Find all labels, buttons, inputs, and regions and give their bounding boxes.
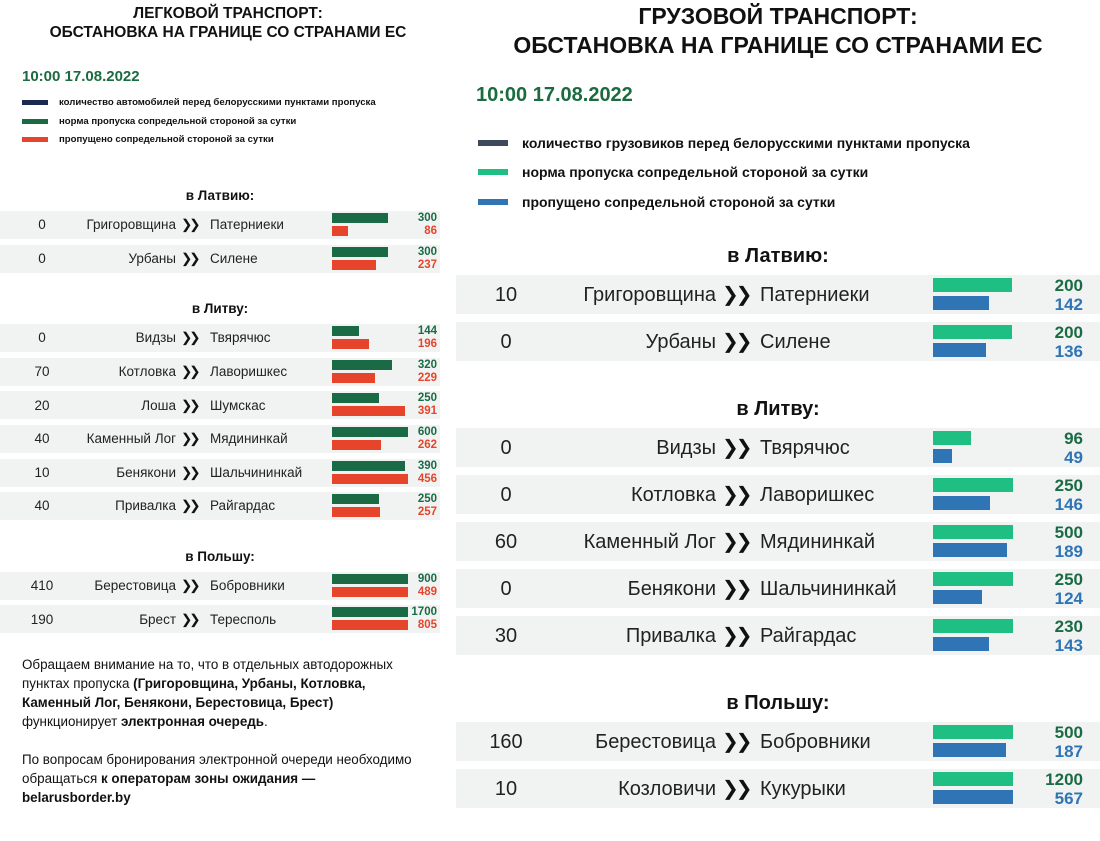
passed-value: 229: [417, 371, 437, 384]
passed-value: 136: [1054, 342, 1083, 361]
norm-value: 600: [417, 426, 437, 438]
legend-passed-label: пропущено сопредельной стороной за сутки: [59, 134, 274, 145]
row-arrow-icon: ❯❯: [181, 611, 198, 627]
row-to-point: Лаворишкес: [760, 483, 875, 506]
legend-norm-label: норма пропуска сопредельной стороной за сутки: [522, 164, 869, 180]
passed-value: 805: [417, 619, 437, 632]
row-from-point: Лоша: [141, 397, 176, 413]
row-count: 410: [30, 578, 54, 594]
passed-value: 456: [417, 472, 437, 485]
row-arrow-icon: ❯❯: [181, 250, 198, 266]
row-from-point: Бенякони: [116, 464, 176, 480]
electronic-queue-note: [22, 655, 422, 826]
norm-bar: [332, 393, 379, 403]
row-arrow-icon: ❯❯: [181, 464, 198, 480]
row-count: 190: [30, 611, 54, 627]
passed-bar: [332, 339, 369, 349]
row-arrow-icon: ❯❯: [722, 777, 750, 800]
row-to-point: Райгардас: [760, 624, 857, 647]
freight-row: [456, 769, 1100, 816]
row-to-point: Твярячюс: [760, 436, 850, 459]
legend-queue-label: количество грузовиков перед белорусскими пунктами пропуска: [522, 135, 970, 151]
norm-value: 250: [1054, 570, 1083, 589]
norm-bar: [933, 619, 1013, 633]
norm-value: 320: [417, 358, 437, 371]
note-paragraph-2: [22, 750, 422, 807]
freight-date: 10:00 17.08.2022: [476, 84, 633, 106]
passed-bar: [332, 440, 381, 450]
note-p1-tail: функционирует: [22, 714, 118, 729]
passenger-row: [0, 459, 440, 493]
note-p1-tail-bold: электронная очередь: [121, 714, 265, 729]
passed-value: 143: [1054, 636, 1083, 655]
note-p1-text: Обращаем внимание на то, что в отдельных автодорожных пунктах пропуска: [22, 657, 393, 691]
norm-bar: [933, 525, 1013, 539]
passed-value: 196: [417, 338, 437, 351]
row-from-point: Каменный Лог: [583, 530, 716, 553]
passed-bar: [933, 543, 1007, 557]
freight-legend-norm: [478, 164, 868, 180]
freight-title: [456, 2, 1100, 60]
norm-value: 250: [417, 493, 437, 506]
row-arrow-icon: ❯❯: [181, 364, 198, 380]
note-p2-bold: к операторам зоны ожидания — belarusborder.by: [22, 771, 316, 805]
legend-passed-swatch: [478, 199, 508, 205]
row-arrow-icon: ❯❯: [181, 217, 198, 233]
norm-value: 390: [417, 459, 437, 472]
norm-value: 144: [417, 325, 437, 338]
norm-bar: [933, 772, 1013, 786]
passed-value: 142: [1054, 295, 1083, 314]
row-from-point: Котловка: [630, 483, 716, 506]
row-count: 10: [494, 283, 518, 306]
row-arrow-icon: ❯❯: [181, 431, 198, 447]
passed-bar: [933, 296, 989, 310]
row-to-point: Тересполь: [210, 611, 277, 627]
row-to-point: Мядининкай: [760, 530, 876, 553]
passenger-date: 10:00 17.08.2022: [22, 68, 140, 85]
passenger-row: [0, 492, 440, 526]
passed-value: 489: [417, 585, 437, 598]
row-from-point: Берестовица: [94, 578, 176, 594]
row-arrow-icon: ❯❯: [181, 578, 198, 594]
passenger-legend-queue: [22, 97, 376, 108]
row-from-point: Урбаны: [128, 250, 176, 266]
norm-value: 1200: [1045, 770, 1083, 789]
row-count: 40: [34, 431, 50, 447]
row-count: 40: [34, 498, 50, 514]
row-from-point: Урбаны: [645, 330, 716, 353]
norm-value: 500: [1054, 523, 1083, 542]
passenger-legend-norm: [22, 116, 296, 127]
passenger-row: [0, 358, 440, 392]
row-from-point: Григоровщина: [86, 217, 176, 233]
row-to-point: Бобровники: [760, 730, 871, 753]
norm-value: 500: [1054, 723, 1083, 742]
freight-row: [456, 275, 1100, 322]
legend-passed-label: пропущено сопредельной стороной за сутки: [522, 194, 836, 210]
row-from-point: Видзы: [135, 330, 176, 346]
passenger-transport-panel: [0, 0, 456, 841]
row-count: 20: [34, 397, 50, 413]
row-arrow-icon: ❯❯: [722, 624, 750, 647]
row-from-point: Каменный Лог: [86, 431, 176, 447]
freight-section-title: в Латвию:: [727, 245, 829, 267]
passed-value: 124: [1054, 589, 1083, 608]
passed-value: 237: [417, 258, 437, 271]
note-p1-bold: (Григоровщина, Урбаны, Котловка, Каменный Лог, Бенякони, Берестовица, Брест): [22, 676, 366, 710]
freight-legend-passed: [478, 194, 835, 210]
passenger-section-title: в Польшу:: [185, 548, 255, 564]
row-to-point: Шальчининкай: [760, 577, 897, 600]
freight-row: [456, 322, 1100, 369]
note-paragraph-1: Обращаем внимание на то, что в отдельных автодорожных пунктах пропуска (Григоровщина, Урбаны, Котловка, Каменный Лог, Бенякони, Берестовица, Брест) функционирует электронная очередь.: [22, 657, 393, 729]
legend-queue-swatch: [22, 100, 48, 105]
passed-value: 567: [1054, 789, 1083, 808]
row-arrow-icon: ❯❯: [181, 397, 198, 413]
row-arrow-icon: ❯❯: [722, 530, 750, 553]
passenger-title-line2: ОБСТАНОВКА НА ГРАНИЦЕ СО СТРАНАМИ ЕС: [49, 24, 407, 41]
row-arrow-icon: ❯❯: [722, 283, 750, 306]
passed-value: 187: [1054, 742, 1083, 761]
row-to-point: Шумскас: [210, 397, 266, 413]
passenger-section-title: в Литву:: [191, 301, 249, 317]
row-count: 0: [500, 436, 512, 459]
passenger-row: [0, 211, 440, 245]
row-count: 160: [489, 730, 523, 753]
freight-row: [456, 722, 1100, 769]
norm-bar: [332, 494, 379, 504]
freight-row: [456, 475, 1100, 522]
row-from-point: Видзы: [656, 436, 716, 459]
passed-bar: [933, 637, 989, 651]
passenger-row: [0, 605, 440, 639]
row-arrow-icon: ❯❯: [722, 483, 750, 506]
norm-value: 200: [1054, 276, 1083, 295]
row-to-point: Силене: [210, 250, 258, 266]
freight-title-line2: ОБСТАНОВКА НА ГРАНИЦЕ СО СТРАНАМИ ЕС: [513, 32, 1043, 58]
norm-bar: [933, 278, 1012, 292]
row-to-point: Силене: [760, 330, 831, 353]
norm-bar: [933, 325, 1012, 339]
passenger-title-line1: ЛЕГКОВОЙ ТРАНСПОРТ:: [133, 5, 323, 22]
passed-bar: [332, 260, 376, 270]
passed-value: 146: [1054, 495, 1083, 514]
norm-bar: [332, 326, 359, 336]
passed-value: 49: [1064, 448, 1083, 467]
row-from-point: Котловка: [118, 364, 176, 380]
freight-row: [456, 569, 1100, 616]
legend-queue-label: количество автомобилей перед белорусскими пунктами пропуска: [59, 97, 376, 108]
norm-value: 900: [417, 572, 437, 585]
row-to-point: Твярячюс: [210, 330, 271, 346]
row-count: 0: [38, 217, 46, 233]
row-count: 0: [38, 330, 46, 346]
row-to-point: Кукурыки: [760, 777, 846, 800]
norm-value: 250: [1054, 476, 1083, 495]
row-arrow-icon: ❯❯: [722, 730, 750, 753]
norm-bar: [933, 725, 1013, 739]
row-from-point: Козловичи: [618, 777, 716, 800]
row-count: 0: [500, 330, 512, 353]
freight-title-line1: ГРУЗОВОЙ ТРАНСПОРТ:: [638, 3, 918, 29]
passed-bar: [332, 373, 375, 383]
passenger-section-title: в Латвию:: [185, 188, 255, 203]
row-from-point: Привалка: [115, 498, 176, 514]
row-count: 60: [494, 530, 518, 553]
passenger-row: [0, 425, 440, 459]
row-from-point: Григоровщина: [583, 283, 716, 306]
passed-bar: [933, 496, 990, 510]
row-count: 10: [34, 464, 50, 480]
passenger-legend-passed: [22, 134, 274, 145]
passenger-row: [0, 572, 440, 606]
row-to-point: Лаворишкес: [210, 364, 288, 380]
row-to-point: Патерниеки: [210, 217, 284, 233]
freight-section-title: в Польшу:: [726, 692, 830, 714]
row-arrow-icon: ❯❯: [181, 330, 198, 346]
freight-legend-queue: [478, 135, 970, 151]
passed-value: 189: [1054, 542, 1083, 561]
row-count: 0: [500, 483, 512, 506]
row-arrow-icon: ❯❯: [722, 436, 750, 459]
passenger-row: [0, 245, 440, 279]
passenger-title: [0, 4, 456, 42]
norm-value: 250: [417, 392, 437, 405]
legend-queue-swatch: [478, 140, 508, 146]
legend-passed-swatch: [22, 137, 48, 142]
row-arrow-icon: ❯❯: [181, 498, 198, 514]
legend-norm-swatch: [478, 169, 508, 175]
row-from-point: Берестовица: [595, 730, 716, 753]
note-p2-text: По вопросам бронирования электронной очереди необходимо обращаться: [22, 752, 412, 786]
freight-transport-panel: [456, 0, 1100, 841]
passed-bar: [933, 590, 982, 604]
norm-value: 96: [1064, 429, 1083, 448]
row-to-point: Бобровники: [210, 578, 285, 594]
row-to-point: Патерниеки: [760, 283, 870, 306]
passed-bar: [933, 343, 986, 357]
passenger-row: [0, 391, 440, 425]
passed-value: 86: [424, 225, 437, 237]
row-count: 0: [500, 577, 512, 600]
freight-row: [456, 428, 1100, 475]
row-arrow-icon: ❯❯: [722, 577, 750, 600]
passed-value: 262: [417, 439, 437, 451]
freight-row: [456, 522, 1100, 569]
row-count: 0: [38, 250, 46, 266]
norm-value: 200: [1054, 323, 1083, 342]
row-count: 10: [494, 777, 518, 800]
passed-bar: [933, 743, 1006, 757]
norm-value: 1700: [411, 606, 437, 619]
row-from-point: Привалка: [625, 624, 716, 647]
passed-value: 391: [417, 405, 437, 418]
norm-bar: [933, 572, 1013, 586]
freight-row: [456, 616, 1100, 663]
norm-bar: [933, 431, 971, 445]
row-to-point: Мядининкай: [210, 431, 288, 447]
passed-bar: [933, 449, 952, 463]
passed-bar: [332, 507, 380, 517]
passed-value: 257: [417, 506, 437, 519]
passed-bar: [332, 226, 348, 236]
row-count: 70: [34, 364, 50, 380]
row-from-point: Бенякони: [627, 577, 716, 600]
row-count: 30: [494, 624, 518, 647]
norm-value: 300: [417, 212, 437, 224]
norm-value: 300: [417, 245, 437, 258]
passenger-row: [0, 324, 440, 358]
freight-section-title: в Литву:: [736, 398, 820, 420]
row-arrow-icon: ❯❯: [722, 330, 750, 353]
passed-bar: [933, 790, 1013, 804]
row-to-point: Райгардас: [210, 498, 276, 514]
row-to-point: Шальчининкай: [210, 464, 303, 480]
norm-bar: [933, 478, 1013, 492]
legend-norm-label: норма пропуска сопредельной стороной за сутки: [59, 116, 297, 127]
row-from-point: Брест: [139, 611, 176, 627]
legend-norm-swatch: [22, 119, 48, 124]
norm-value: 230: [1054, 617, 1083, 636]
